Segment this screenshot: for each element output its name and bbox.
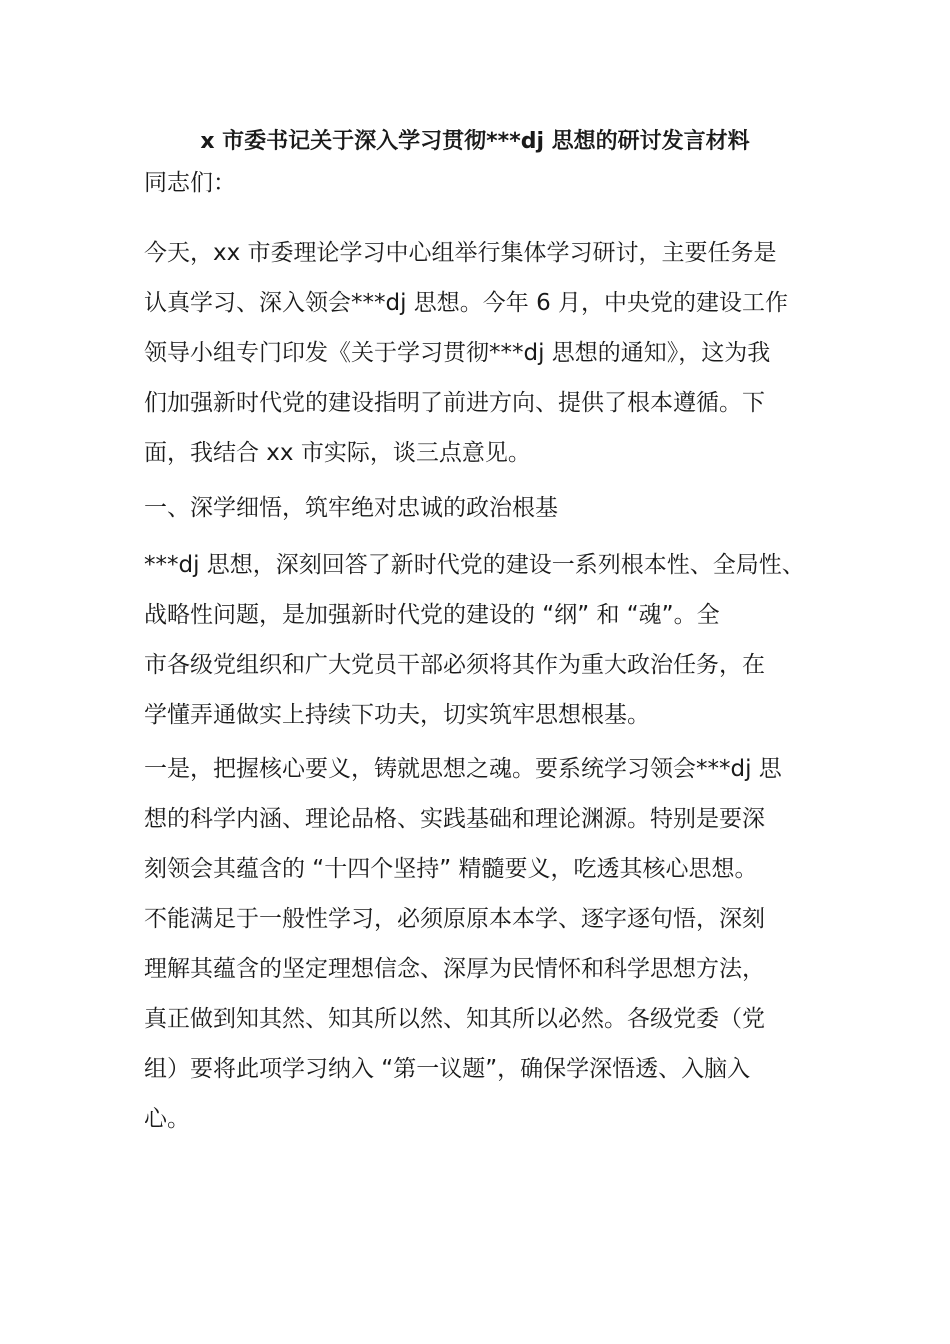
paragraph-line: 面，我结合 xx 市实际，谈三点意见。 — [144, 440, 531, 466]
paragraph-line: 心。 — [144, 1106, 190, 1132]
paragraph-line: 组）要将此项学习纳入 “第一议题”，确保学深悟透、入脑入 — [144, 1056, 751, 1082]
paragraph-line: 们加强新时代党的建设指明了前进方向、提供了根本遵循。下 — [144, 390, 765, 416]
salutation — [144, 158, 824, 208]
paragraph-line: 不能满足于一般性学习，必须原原本本学、逐字逐句悟，深刻 — [144, 906, 765, 932]
paragraph-line: 今天，xx 市委理论学习中心组举行集体学习研讨，主要任务是 — [144, 240, 777, 266]
paragraph-line: 真正做到知其然、知其所以然、知其所以必然。各级党委（党 — [144, 1006, 765, 1032]
paragraph-line: 理解其蕴含的坚定理想信念、深厚为民情怀和科学思想方法， — [144, 956, 765, 982]
paragraph-line: 想的科学内涵、理论品格、实践基础和理论渊源。特别是要深 — [144, 806, 765, 832]
paragraph-section-1 — [144, 540, 824, 740]
section-heading-text: 一、深学细悟，筑牢绝对忠诚的政治根基 — [144, 495, 558, 521]
paragraph-line: 一是，把握核心要义，铸就思想之魂。要系统学习领会***dj 思 — [144, 756, 782, 782]
section-heading-1 — [144, 483, 824, 533]
salutation-text: 同志们： — [144, 170, 236, 196]
paragraph-line: 领导小组专门印发《关于学习贯彻***dj 思想的通知》，这为我 — [144, 340, 771, 366]
paragraph-line: ***dj 思想，深刻回答了新时代党的建设一系列根本性、全局性、 — [144, 552, 805, 578]
paragraph-line: 刻领会其蕴含的 “十四个坚持” 精髓要义，吃透其核心思想。 — [144, 856, 758, 882]
paragraph-line: 战略性问题，是加强新时代党的建设的 “纲” 和 “魂”。全 — [144, 602, 720, 628]
paragraph-line: 市各级党组织和广大党员干部必须将其作为重大政治任务，在 — [144, 652, 765, 678]
paragraph-intro — [144, 228, 824, 478]
document-title: x 市委书记关于深入学习贯彻***dj 思想的研讨发言材料 — [200, 129, 750, 154]
paragraph-line: 学懂弄通做实上持续下功夫，切实筑牢思想根基。 — [144, 702, 650, 728]
paragraph-point-1 — [144, 744, 824, 1144]
paragraph-line: 认真学习、深入领会***dj 思想。今年 6 月，中央党的建设工作 — [144, 290, 789, 316]
